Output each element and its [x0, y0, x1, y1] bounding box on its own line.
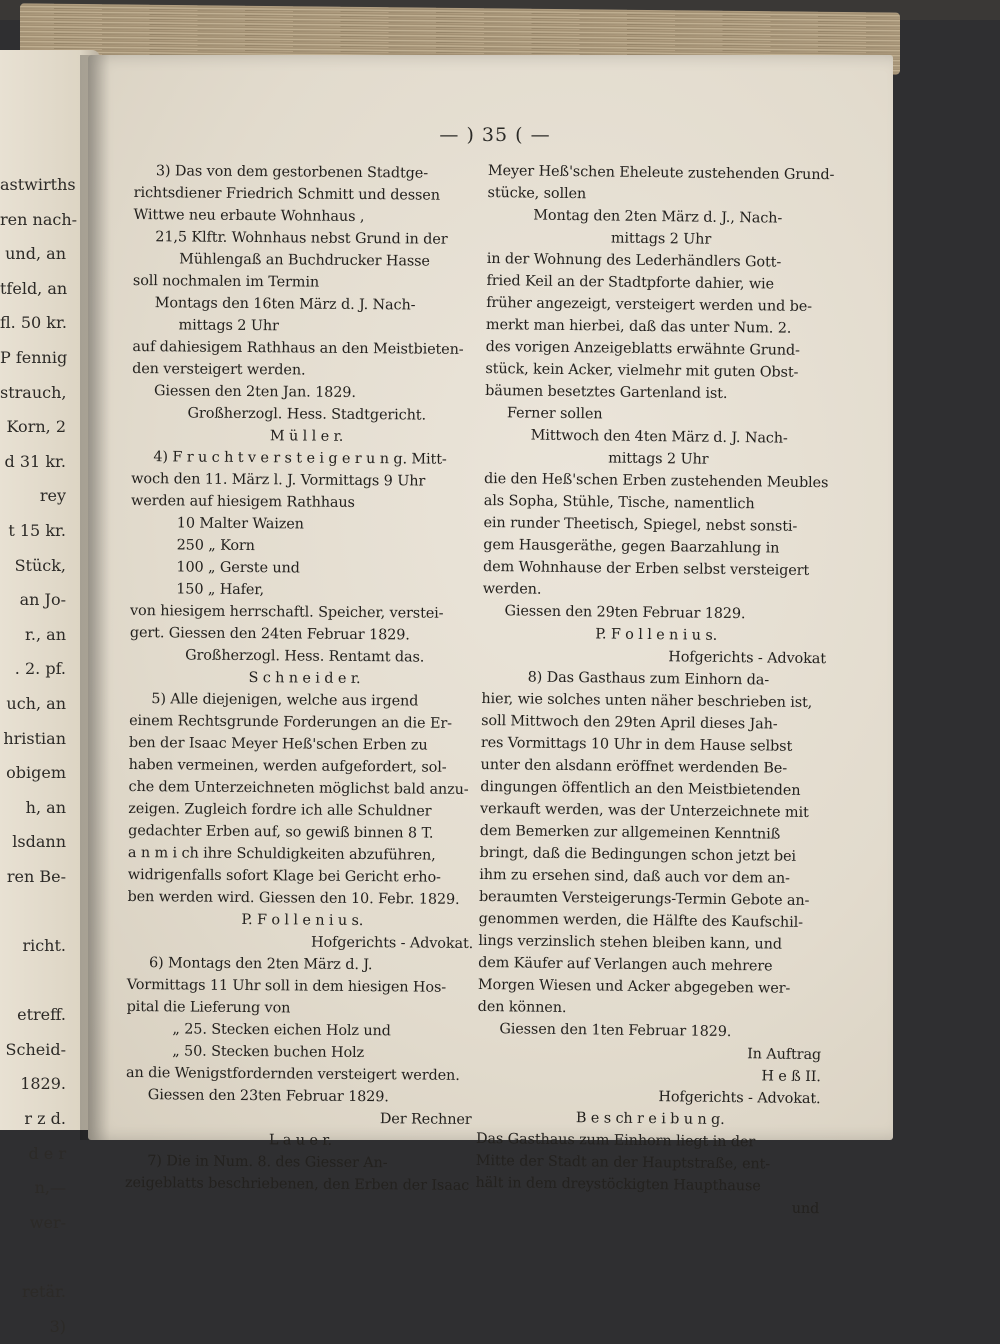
left-column-line: auf dahiesigem Rathhaus an den Meistbieten- — [132, 338, 464, 358]
left-column-line: werden auf hiesigem Rathhaus — [130, 492, 355, 511]
previous-page-fragment: lsdann — [12, 832, 66, 852]
left-column-line: a n m i ch ihre Schuldigkeiten abzuführen, — [127, 844, 436, 864]
right-column-line: P. F o l l e n i u s. — [595, 626, 718, 644]
left-column-line: Großherzogl. Hess. Rentamt das. — [185, 647, 425, 666]
previous-page-fragment: Scheid- — [5, 1039, 66, 1059]
left-column-line: woch den 11. März l. J. Vormittags 9 Uhr — [131, 470, 426, 490]
right-column-line: stück, kein Acker, vielmehr mit guten Obst- — [485, 360, 799, 381]
previous-page-fragment: r., an — [25, 624, 66, 644]
previous-page-fragment: Stück, — [14, 555, 66, 575]
left-column-line: gedachter Erben auf, so gewiß binnen 8 T. — [128, 822, 434, 842]
right-column-line: mittags 2 Uhr — [610, 230, 712, 248]
left-column-line: widrigenfalls sofort Klage bei Gericht erho- — [127, 866, 441, 886]
left-column-line: zeigeblatts beschriebenen, den Erben der Isaac — [125, 1174, 470, 1194]
previous-page-fragment: P fennig — [0, 347, 68, 367]
right-column-line: werden. — [482, 580, 542, 598]
left-column-line: 250 „ Korn — [176, 537, 255, 555]
right-column-line: den können. — [477, 998, 567, 1017]
right-column-line: Das Gasthaus zum Einhorn liegt in der — [475, 1130, 756, 1151]
previous-page-fragment: hristian — [3, 728, 66, 748]
previous-page-fragment: fl. 50 kr. — [0, 313, 67, 333]
left-column-line: L a u e r. — [268, 1132, 333, 1149]
right-column-line: In Auftrag — [747, 1046, 822, 1064]
right-column-line: soll Mittwoch den 29ten April dieses Jah- — [481, 712, 778, 733]
right-column-line: genommen werden, die Hälfte des Kaufschil- — [478, 910, 804, 931]
left-column-line: richtsdiener Friedrich Schmitt und dessen — [133, 184, 440, 204]
previous-page-fragment: retär. — [21, 1282, 66, 1301]
right-column-line: dem Käufer auf Verlangen auch mehrere — [478, 954, 773, 975]
right-column-line: Montag den 2ten März d. J., Nach- — [533, 207, 783, 227]
previous-page-fragment: d e r — [28, 1143, 66, 1163]
right-column-line: unter den alsdann eröffnet werdenden Be- — [480, 756, 788, 777]
previous-page-fragment: Korn, 2 — [6, 417, 66, 437]
previous-page-fragment: ren Be- — [6, 866, 66, 886]
left-column-line: ben der Isaac Meyer Heß'schen Erben zu — [128, 734, 428, 754]
left-column-line: Mühlengaß an Buchdrucker Hasse — [179, 251, 430, 270]
right-column-line: die den Heß'schen Erben zustehenden Meubles — [484, 470, 829, 492]
right-column-line: merkt man hierbei, daß das unter Num. 2. — [485, 316, 792, 337]
right-column-line: Giessen den 29ten Februar 1829. — [504, 603, 746, 623]
right-column-line: ein runder Theetisch, Spiegel, nebst sonsti- — [483, 514, 798, 535]
previous-page-fragment: 3) — [49, 1316, 66, 1336]
left-column-line: Vormittags 11 Uhr soll in dem hiesigen Hos- — [126, 976, 447, 996]
right-column-line: H e ß II. — [761, 1068, 821, 1086]
right-column-line: bringt, daß die Bedingungen schon jetzt bei — [479, 844, 797, 865]
left-column-line: „ 25. Stecken eichen Holz und — [172, 1021, 391, 1040]
right-column-line: verkauft werden, was der Unterzeichnete mit — [479, 800, 809, 821]
left-column-line: ben werden wird. Giessen den 10. Febr. 1829. — [127, 888, 460, 908]
right-column-line: dingungen öffentlich an den Meistbietenden — [480, 778, 801, 799]
left-column-line: Giessen den 2ten Jan. 1829. — [153, 383, 356, 401]
previous-page-fragment: etreff. — [17, 1005, 66, 1025]
right-column-line: B e s ch r e i b u n g. — [575, 1110, 725, 1128]
left-column-line: 4) F r u c h t v e r s t e i g e r u n g. Mitt- — [153, 449, 447, 468]
left-column-line: haben vermeinen, werden aufgefordert, sol- — [128, 756, 447, 776]
previous-page-fragment: wer- — [29, 1212, 66, 1232]
previous-page-fragment: strauch, — [0, 382, 67, 402]
left-column-line: 7) Die in Num. 8. des Giesser An- — [147, 1153, 388, 1172]
right-column-line: gem Hausgeräthe, gegen Baarzahlung in — [483, 536, 780, 557]
left-column-line: M ü l l e r. — [269, 428, 344, 445]
right-column-line: mittags 2 Uhr — [608, 450, 709, 468]
right-column-line: bäumen besetztes Gartenland ist. — [485, 382, 728, 402]
right-column-line: 8) Das Gasthaus zum Einhorn da- — [527, 669, 770, 689]
previous-page-fragment: d 31 kr. — [4, 451, 66, 471]
left-column — [125, 160, 484, 1197]
left-column-line: einem Rechtsgrunde Forderungen an die Er- — [129, 712, 453, 732]
left-column-line: 5) Alle diejenigen, welche aus irgend — [151, 691, 419, 710]
right-column-line: hält in dem dreystöckigten Haupthause — [475, 1174, 761, 1195]
previous-page-fragment: n,— — [34, 1178, 66, 1198]
previous-page-fragment — [0, 1240, 100, 1275]
previous-page-fragment: h, an — [25, 797, 66, 817]
right-column-line: Morgen Wiesen und Acker abgegeben wer- — [477, 976, 791, 997]
left-column-line: 6) Montags den 2ten März d. J. — [148, 955, 373, 974]
left-column-line: „ 50. Stecken buchen Holz — [172, 1043, 365, 1062]
right-column-line: und — [791, 1200, 820, 1218]
previous-page-fragment: an Jo- — [19, 590, 66, 610]
left-column-line: Wittwe neu erbaute Wohnhaus , — [133, 206, 365, 226]
left-column-line: 10 Malter Waizen — [176, 515, 304, 533]
previous-page-fragment: astwirths — [0, 175, 76, 194]
left-column-line: 100 „ Gerste und — [176, 559, 300, 577]
previous-page-fragment: tfeld, an — [0, 278, 68, 298]
right-column — [475, 160, 836, 1220]
previous-page-fragment: rey — [39, 486, 66, 506]
left-column-line: pital die Lieferung von — [126, 998, 291, 1017]
right-column-line: res Vormittags 10 Uhr in dem Hause selbst — [480, 734, 793, 755]
right-column-line: stücke, sollen — [487, 184, 587, 203]
previous-page-fragment: uch, an — [6, 693, 66, 713]
left-column-line: zeigen. Zugleich fordre ich alle Schuldner — [128, 800, 432, 820]
left-column-line: an die Wenigstfordernden versteigert werden. — [125, 1064, 460, 1084]
page-number: — ) 35 ( — — [439, 124, 551, 146]
right-column-line: Ferner sollen — [506, 405, 603, 423]
previous-page-fragment: 1829. — [20, 1074, 66, 1094]
left-column-line: che dem Unterzeichneten möglichst bald anzu- — [128, 778, 469, 798]
left-column-line: Giessen den 23ten Februar 1829. — [147, 1087, 389, 1106]
previous-page-fragment: t 15 kr. — [8, 520, 66, 540]
left-column-line: 21,5 Klftr. Wohnhaus nebst Grund in der — [155, 229, 448, 248]
left-column-line: Montags den 16ten März d. J. Nach- — [154, 295, 416, 314]
right-column-line: fried Keil an der Stadtpforte dahier, wie — [486, 272, 775, 293]
right-column-line: Mittwoch den 4ten März d. J. Nach- — [530, 427, 788, 447]
right-column-line: Mitte der Stadt an der Hauptstraße, ent- — [475, 1152, 771, 1173]
spine-shadow — [80, 55, 110, 1140]
right-column-line: in der Wohnung des Lederhändlers Gott- — [486, 250, 782, 271]
previous-page-fragment: obigem — [6, 763, 66, 783]
left-column-line: soll nochmalen im Termin — [132, 272, 320, 291]
right-column-line: früher angezeigt, versteigert werden und be- — [486, 294, 813, 315]
right-column-line: des vorigen Anzeigeblatts erwähnte Grund- — [485, 338, 800, 359]
previous-page-fragment: ren nach- — [0, 209, 78, 229]
previous-page-fragment: und, an — [5, 244, 66, 264]
left-column-line: gert. Giessen den 24ten Februar 1829. — [129, 624, 410, 644]
left-column-line: von hiesigem herrschaftl. Speicher, verstei- — [129, 602, 444, 622]
left-column-line: P. F o l l e n i u s. — [241, 911, 364, 930]
left-column-line: 3) Das von dem gestorbenen Stadtge- — [155, 163, 429, 182]
right-column-line: dem Wohnhause der Erben selbst versteigert — [482, 558, 810, 579]
previous-page-fragment: r z d. — [24, 1109, 66, 1129]
left-column-line: Hofgerichts - Advokat. — [310, 934, 474, 952]
right-column-line: ihm zu ersehen sind, daß auch vor dem an- — [479, 866, 790, 887]
left-column-line: Großherzogl. Hess. Stadtgericht. — [187, 405, 427, 424]
left-column-line: mittags 2 Uhr — [178, 317, 279, 335]
left-column-line: S c h n e i d e r. — [248, 670, 361, 687]
previous-page-fragment: richt. — [22, 936, 66, 956]
right-column-line: Meyer Heß'schen Eheleute zustehenden Grund- — [487, 162, 835, 184]
previous-page-fragment: . 2. pf. — [14, 659, 66, 679]
right-column-line: hier, wie solches unten näher beschrieben ist, — [481, 690, 813, 712]
right-column-line: als Sopha, Stühle, Tische, namentlich — [483, 492, 755, 513]
right-column-line: Giessen den 1ten Februar 1829. — [499, 1021, 732, 1041]
right-column-line: dem Bemerken zur allgemeinen Kenntniß — [479, 822, 781, 843]
left-column-line: Der Rechner — [379, 1111, 472, 1128]
right-column-line: lings verzinslich stehen bleiben kann, und — [478, 932, 783, 953]
right-column-line: beraumten Versteigerungs-Termin Gebote an- — [478, 888, 810, 909]
left-column-line: den versteigert werden. — [132, 360, 306, 379]
right-column-line: Hofgerichts - Advokat. — [658, 1089, 821, 1108]
right-column-line: Hofgerichts - Advokat — [668, 649, 827, 668]
left-column-line: 150 „ Hafer, — [176, 581, 265, 599]
